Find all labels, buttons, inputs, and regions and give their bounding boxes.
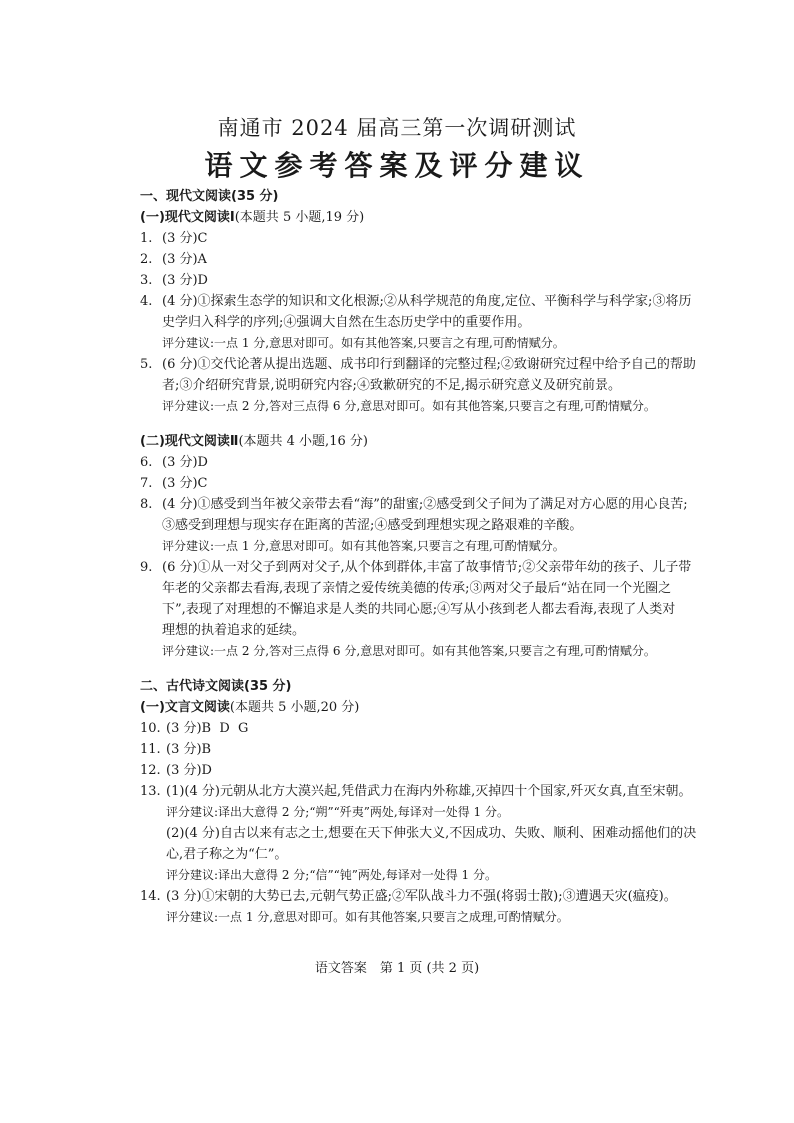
section-heading-classical-reading: 二、古代诗文阅读(35 分) xyxy=(140,679,292,694)
scoring-note: 评分建议:一点 1 分,意思对即可。如有其他答案,只要言之有理,可酌情赋分。 xyxy=(162,539,565,553)
answer-text: 理想的执着追求的延续。 xyxy=(162,623,306,638)
answer-item-10 xyxy=(140,718,740,739)
question-number: 12. xyxy=(140,763,161,778)
answer-text: 年老的父亲都去看海,表现了亲情之爱传统美德的传承;③两对父子最后“站在同一个光圈之 xyxy=(162,581,672,596)
answer-text: (3 分)①宋朝的大势已去,元朝气势正盛;②军队战斗力不强(将弱士散);③遭遇天灾(瘟疫)。 xyxy=(166,889,677,904)
answer-text: 心,君子称之为“仁”。 xyxy=(166,847,288,862)
page-footer: 语文答案 第 1 页 (共 2 页) xyxy=(314,961,480,976)
question-number: 1. xyxy=(140,231,153,246)
question-number: 6. xyxy=(140,455,153,470)
answer-text: 者;③介绍研究背景,说明研究内容;④致歉研究的不足,揭示研究意义及研究前景。 xyxy=(162,378,622,393)
answer-text: (3 分)D xyxy=(166,763,212,778)
answer-text: (6 分)①从一对父子到两对父子,从个体到群体,丰富了故事情节;②父亲带年幼的孩子、儿子带 xyxy=(162,560,692,575)
answer-text: (3 分)D xyxy=(162,455,208,470)
answer-text: (3 分)B xyxy=(166,742,212,757)
question-number: 4. xyxy=(140,294,153,309)
scoring-note: 评分建议:一点 2 分,答对三点得 6 分,意思对即可。如有其他答案,只要言之有理,可酌情赋分。 xyxy=(162,644,656,658)
scoring-note: 评分建议:一点 1 分,意思对即可。如有其他答案,只要言之有理,可酌情赋分。 xyxy=(162,336,565,350)
answer-item-14 xyxy=(140,886,740,907)
answer-item-12 xyxy=(140,760,740,781)
question-number: 8. xyxy=(140,497,153,512)
subsection-label: (一)现代文阅读Ⅰ xyxy=(140,210,235,225)
answer-text: (4 分)①感受到当年被父亲带去看“海”的甜蜜;②感受到父子间为了满足对方心愿的用心良苦; xyxy=(162,497,688,512)
exam-title: 南通市 2024 届高三第一次调研测试 xyxy=(217,116,577,140)
answer-text: 史学归入科学的序列;④强调大自然在生态历史学中的重要作用。 xyxy=(162,315,531,330)
answer-text: ③感受到理想与现实存在距离的苦涩;④感受到理想实现之路艰难的辛酸。 xyxy=(162,518,583,533)
answer-text: (4 分)①探索生态学的知识和文化根源;②从科学规范的角度,定位、平衡科学与科学家;③将历 xyxy=(162,294,692,309)
answer-text: 下”,表现了对理想的不懈追求是人类的共同心愿;④写从小孩到老人都去看海,表现了人类对 xyxy=(162,602,676,617)
answer-text: (1)(4 分)元朝从北方大漠兴起,凭借武力在海内外称雄,灭掉四十个国家,歼灭女真,直至宋朝。 xyxy=(166,784,692,799)
section-heading-modern-reading: 一、现代文阅读(35 分) xyxy=(140,189,279,204)
subsection-heading-classical-prose xyxy=(140,697,740,718)
document-title: 语文参考答案及评分建议 xyxy=(204,149,590,182)
subsection-heading-reading-1 xyxy=(140,207,740,228)
answer-content xyxy=(140,186,740,928)
answer-item-2 xyxy=(140,249,740,270)
subsection-info: (本题共 5 小题,19 分) xyxy=(234,210,365,225)
scoring-note: 评分建议:译出大意得 2 分;“信”“钝”两处,每译对一处得 1 分。 xyxy=(166,868,497,882)
question-number: 14. xyxy=(140,889,161,904)
answer-item-7 xyxy=(140,473,740,494)
answer-text: (3 分)C xyxy=(162,231,208,246)
answer-text: (6 分)①交代论著从提出选题、成书印行到翻译的完整过程;②致谢研究过程中给予自己的帮助 xyxy=(162,357,696,372)
answer-item-3 xyxy=(140,270,740,291)
question-number: 3. xyxy=(140,273,153,288)
subsection-label: (一)文言文阅读 xyxy=(140,700,230,715)
scoring-note: 评分建议:一点 1 分,意思对即可。如有其他答案,只要言之成理,可酌情赋分。 xyxy=(166,910,569,924)
answer-text: (3 分)A xyxy=(162,252,207,267)
answer-item-5 xyxy=(140,354,740,396)
question-number: 11. xyxy=(140,742,161,757)
answer-item-13 xyxy=(140,781,740,802)
question-number: 7. xyxy=(140,476,153,491)
question-number: 9. xyxy=(140,560,153,575)
subsection-label: (二)现代文阅读Ⅱ xyxy=(140,434,239,449)
answer-text: (3 分)B D G xyxy=(166,721,249,736)
answer-item-6 xyxy=(140,452,740,473)
spacer xyxy=(140,662,740,676)
subsection-info: (本题共 5 小题,20 分) xyxy=(229,700,360,715)
answer-item-4 xyxy=(140,291,740,333)
subsection-info: (本题共 4 小题,16 分) xyxy=(238,434,368,449)
question-number: 10. xyxy=(140,721,161,736)
answer-item-9 xyxy=(140,557,740,641)
answer-item-8 xyxy=(140,494,740,536)
answer-item-1 xyxy=(140,228,740,249)
answer-text: (3 分)D xyxy=(162,273,208,288)
question-number: 2. xyxy=(140,252,153,267)
question-number: 13. xyxy=(140,784,161,799)
spacer xyxy=(140,417,740,431)
question-number: 5. xyxy=(140,357,153,372)
scoring-note: 评分建议:译出大意得 2 分;“朔”“歼夷”两处,每译对一处得 1 分。 xyxy=(166,805,509,819)
answer-text: (3 分)C xyxy=(162,476,208,491)
answer-item-11 xyxy=(140,739,740,760)
subsection-heading-reading-2 xyxy=(140,431,740,452)
scoring-note: 评分建议:一点 2 分,答对三点得 6 分,意思对即可。如有其他答案,只要言之有理,可酌情赋分。 xyxy=(162,399,656,413)
answer-text: (2)(4 分)自古以来有志之士,想要在天下伸张大义,不因成功、失败、顺利、困难动摇他们的决 xyxy=(166,826,697,841)
